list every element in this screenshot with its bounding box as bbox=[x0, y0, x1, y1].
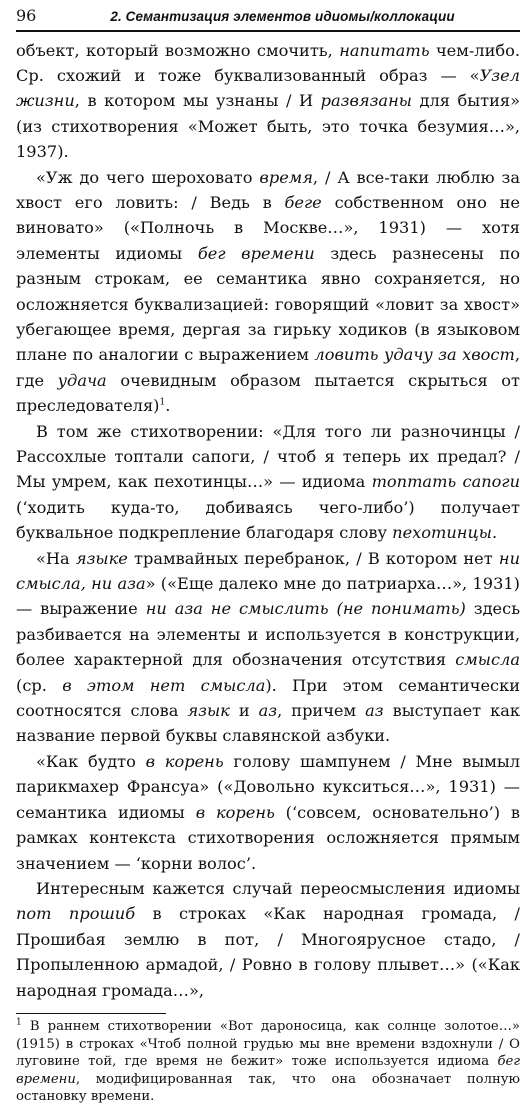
text-run: и bbox=[229, 701, 259, 721]
page-header bbox=[16, 6, 520, 28]
text-run: . bbox=[491, 523, 498, 543]
paragraph bbox=[16, 38, 520, 165]
italic-text-run: пехотинцы bbox=[392, 523, 492, 543]
text-run: собственном оно не виновато» («Полночь в Москве…», 1931) — хотя элементы идиомы bbox=[16, 192, 520, 263]
running-head: 2. Семантизация элементов идиомы/коллокации bbox=[110, 9, 455, 24]
italic-text-run: в этом нет смысла bbox=[62, 675, 266, 695]
text-run: трамвайных перебранок, / В котором нет bbox=[127, 548, 499, 568]
text-run: здесь разнесены по разным строкам, ее семантика явно сохраняется, но осложняется буквализацией: говорящий «ловит за хвост» убегающее время, дергая за гирьку ходиков (в языковом плане по аналогии с выражением bbox=[16, 243, 520, 365]
text-run: В раннем стихотворении «Вот дароносица, как солнце золотое…» (1915) в строках «Чтоб полной грудью мы вне времени вздохнули / О луговине той, где время не бежит» тоже используется идиома bbox=[16, 1018, 520, 1070]
italic-text-run: бег времени bbox=[16, 1054, 520, 1087]
italic-text-run: в корень bbox=[145, 751, 224, 771]
paragraph bbox=[16, 749, 520, 876]
italic-text-run: язык bbox=[187, 701, 230, 721]
text-run: выступает как название первой буквы славянской азбуки. bbox=[16, 701, 520, 746]
page-number: 96 bbox=[16, 6, 37, 25]
paragraph bbox=[16, 876, 520, 1003]
text-run: . bbox=[165, 396, 171, 416]
footnote-marker: 1 bbox=[159, 397, 166, 408]
text-run: В том же стихотворении: «Для того ли разночинцы / Рассохлые топтали сапоги, / чтоб я теперь их предал? / Мы умрем, как пехотинцы…» — идиома bbox=[16, 421, 520, 492]
text-run: здесь разбивается на элементы и используется в конструкции, более характерной для обозначения отсутствия bbox=[16, 599, 521, 670]
italic-text-run: аз bbox=[365, 701, 384, 721]
italic-text-run: ни аза не смыслить (не понимать) bbox=[145, 599, 466, 619]
text-run: объект, который возможно смочить, bbox=[16, 40, 340, 60]
text-run: , где bbox=[16, 345, 520, 390]
text-run: (‘ходить куда-то, добиваясь чего-либо’) получает буквальное подкрепление благодаря слову bbox=[16, 497, 520, 543]
paragraph bbox=[16, 165, 520, 419]
text-run: голову шампунем / Мне вымыл парикмахер Франсуа» («Довольно кукситься…», 1931) — семантика идиомы bbox=[16, 751, 520, 822]
footnote-marker: 1 bbox=[16, 1017, 22, 1028]
italic-text-run: Узел жизни bbox=[16, 65, 520, 111]
body-text bbox=[16, 38, 520, 1003]
text-run: (ср. bbox=[16, 675, 63, 695]
italic-text-run: беге bbox=[284, 192, 322, 212]
text-run: «Уж до чего шероховато bbox=[36, 167, 260, 187]
text-run: (‘совсем, основательно’) в рамках контекста стихотворения осложняется прямым значением — ‘корни волос’. bbox=[16, 802, 521, 873]
paragraph bbox=[16, 546, 520, 749]
italic-text-run: ни смысла, ни аза bbox=[16, 548, 520, 594]
italic-text-run: в корень bbox=[195, 802, 275, 822]
text-run: , / А все-таки люблю за хвост его ловить: / Ведь в bbox=[16, 167, 521, 212]
italic-text-run: напитать bbox=[339, 40, 430, 60]
text-run: » («Еще далеко мне до патриарха…», 1931) — выражение bbox=[16, 574, 520, 619]
italic-text-run: топтать сапоги bbox=[371, 472, 520, 492]
italic-text-run: смысла bbox=[455, 650, 520, 670]
text-run: очевидным образом пытается скрыться от преследователя) bbox=[16, 370, 520, 416]
paragraph bbox=[16, 419, 520, 546]
text-run: , модифицированная так, что она обозначает полную остановку времени. bbox=[16, 1071, 520, 1105]
text-run: для бытия» (из стихотворения «Может быть, это точка безумия…», 1937). bbox=[16, 91, 520, 162]
text-run: Интересным кажется случай переосмысления идиомы bbox=[36, 878, 520, 898]
text-run: , в котором мы узнаны / И bbox=[74, 91, 321, 111]
text-run: ). При этом семантически соотносятся слова bbox=[16, 675, 520, 721]
text-run: «На bbox=[36, 548, 76, 568]
italic-text-run: языке bbox=[75, 548, 128, 568]
italic-text-run: ловить удачу за хвост bbox=[314, 345, 515, 365]
text-run: чем-либо. Ср. схожий и тоже буквализованный образ — « bbox=[16, 40, 521, 85]
italic-text-run: бег времени bbox=[197, 243, 315, 263]
header-rule bbox=[16, 30, 520, 32]
footnote-rule bbox=[16, 1013, 166, 1014]
text-run: в строках «Как народная громада, / Прошибая землю в пот, / Многоярусное стадо, / Пропыленною армадой, / Ровно в голову плывет…» («Как народная громада…», bbox=[16, 904, 520, 1000]
footnote bbox=[16, 1018, 520, 1106]
italic-text-run: время bbox=[259, 167, 313, 187]
italic-text-run: аз bbox=[258, 701, 278, 721]
italic-text-run: удача bbox=[57, 370, 107, 390]
italic-text-run: развязаны bbox=[320, 91, 412, 111]
italic-text-run: пот прошиб bbox=[16, 904, 136, 924]
text-run: , причем bbox=[277, 701, 366, 721]
text-run: «Как будто bbox=[36, 751, 146, 771]
